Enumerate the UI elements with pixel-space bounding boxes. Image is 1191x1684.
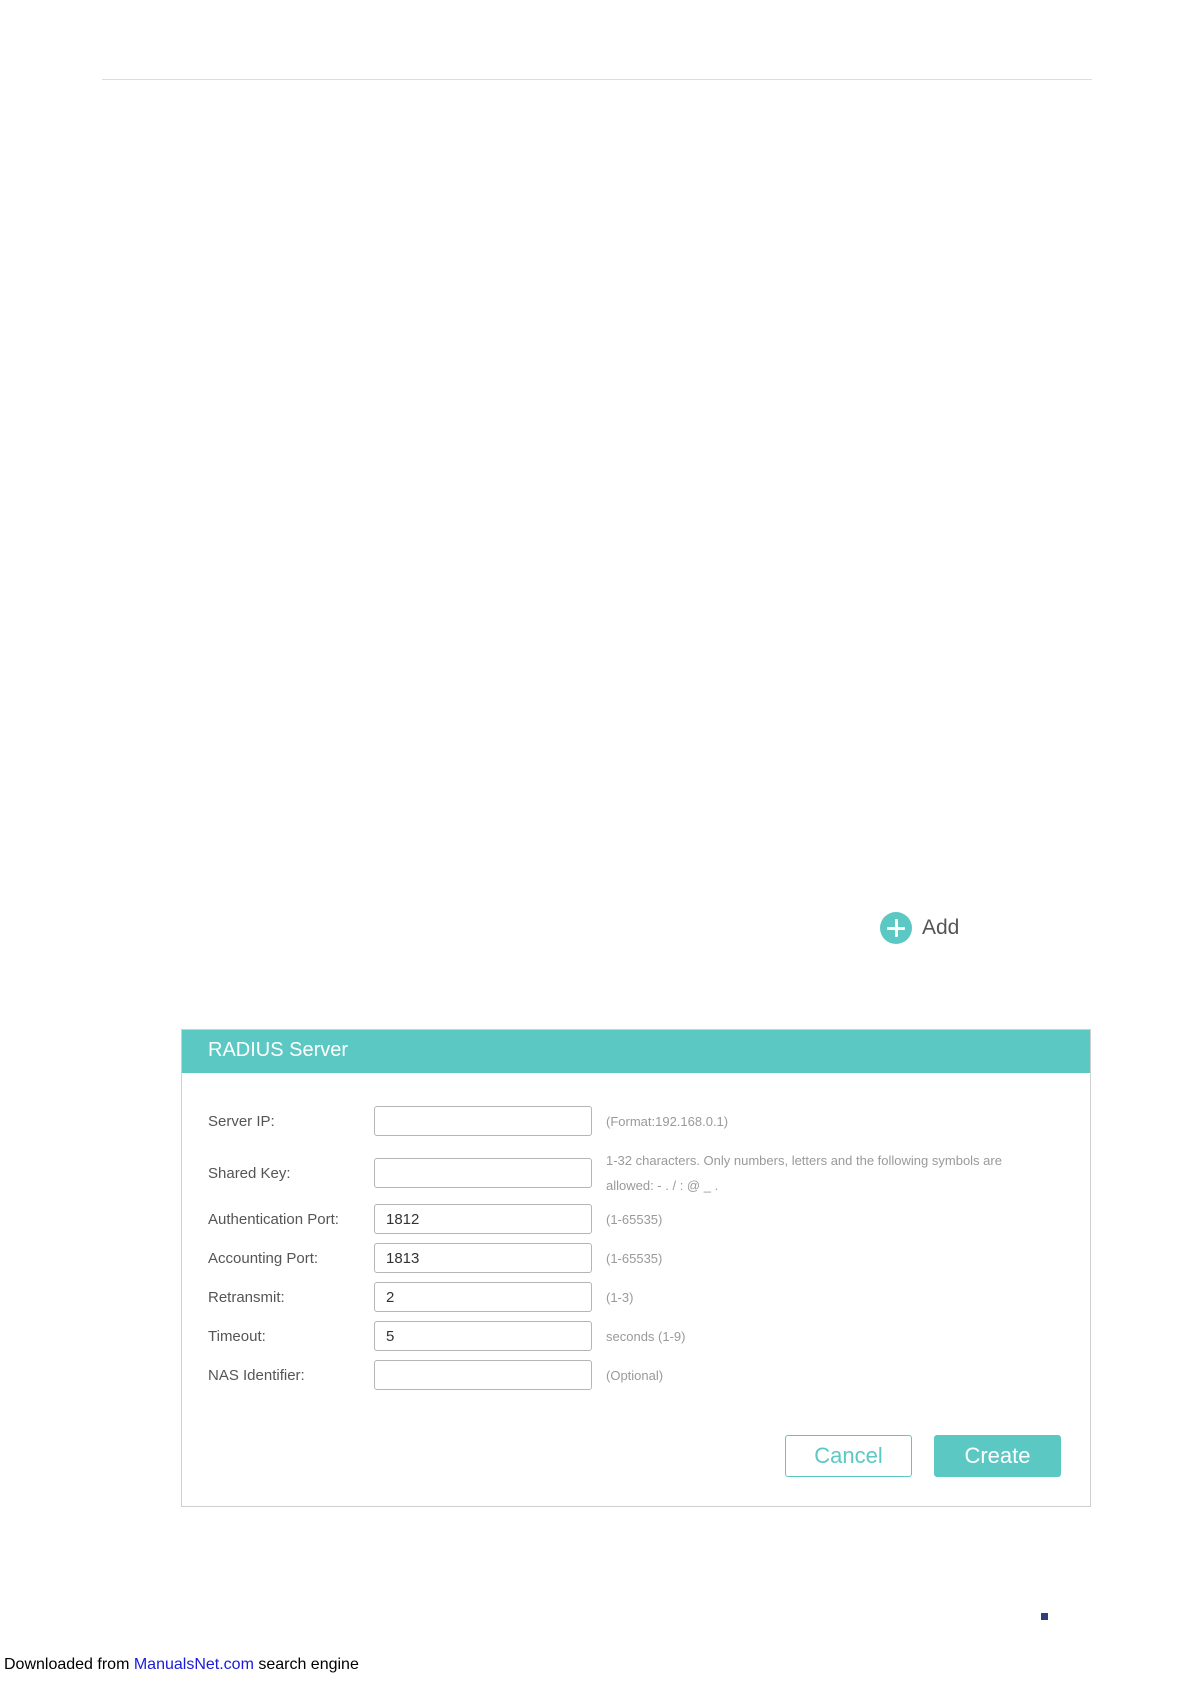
panel-title: RADIUS Server bbox=[182, 1030, 1090, 1073]
add-button[interactable] bbox=[880, 912, 959, 944]
timeout-label: Timeout: bbox=[208, 1327, 266, 1345]
retransmit-hint: (1-3) bbox=[606, 1289, 634, 1305]
authentication-port-row bbox=[208, 1204, 662, 1234]
footer-prefix: Downloaded from bbox=[4, 1656, 134, 1673]
timeout-row bbox=[208, 1321, 685, 1351]
authentication-port-input[interactable] bbox=[374, 1204, 592, 1234]
retransmit-row bbox=[208, 1282, 633, 1312]
server-ip-input[interactable] bbox=[374, 1106, 592, 1136]
authentication-port-label: Authentication Port: bbox=[208, 1210, 339, 1228]
accounting-port-input[interactable] bbox=[374, 1243, 592, 1273]
shared-key-input[interactable] bbox=[374, 1158, 592, 1188]
nas-identifier-input[interactable] bbox=[374, 1360, 592, 1390]
retransmit-input[interactable] bbox=[374, 1282, 592, 1312]
authentication-port-hint: (1-65535) bbox=[606, 1211, 663, 1227]
cancel-button[interactable]: Cancel bbox=[785, 1435, 912, 1477]
shared-key-row bbox=[208, 1148, 1046, 1198]
timeout-hint: seconds (1-9) bbox=[606, 1328, 686, 1344]
retransmit-label: Retransmit: bbox=[208, 1288, 285, 1306]
create-button[interactable]: Create bbox=[934, 1435, 1061, 1477]
shared-key-label: Shared Key: bbox=[208, 1164, 291, 1182]
top-divider bbox=[102, 79, 1092, 80]
radius-server-panel bbox=[181, 1029, 1091, 1507]
nas-identifier-row bbox=[208, 1360, 663, 1390]
timeout-input[interactable] bbox=[374, 1321, 592, 1351]
shared-key-hint: 1-32 characters. Only numbers, letters and the following symbols are allowed: - . / : @ _ . bbox=[606, 1153, 1002, 1193]
accounting-port-row bbox=[208, 1243, 662, 1273]
server-ip-label: Server IP: bbox=[208, 1112, 275, 1130]
nas-identifier-hint: (Optional) bbox=[606, 1367, 664, 1383]
plus-circle-icon bbox=[880, 912, 912, 944]
footer-text bbox=[4, 1656, 359, 1674]
page-marker bbox=[1041, 1613, 1048, 1620]
nas-identifier-label: NAS Identifier: bbox=[208, 1366, 305, 1384]
add-label: Add bbox=[922, 916, 960, 939]
accounting-port-label: Accounting Port: bbox=[208, 1249, 319, 1267]
footer-link[interactable]: ManualsNet.com bbox=[133, 1656, 254, 1673]
accounting-port-hint: (1-65535) bbox=[606, 1250, 663, 1266]
server-ip-row bbox=[208, 1106, 728, 1136]
server-ip-hint: (Format:192.168.0.1) bbox=[606, 1113, 729, 1129]
footer-suffix: search engine bbox=[253, 1656, 359, 1673]
